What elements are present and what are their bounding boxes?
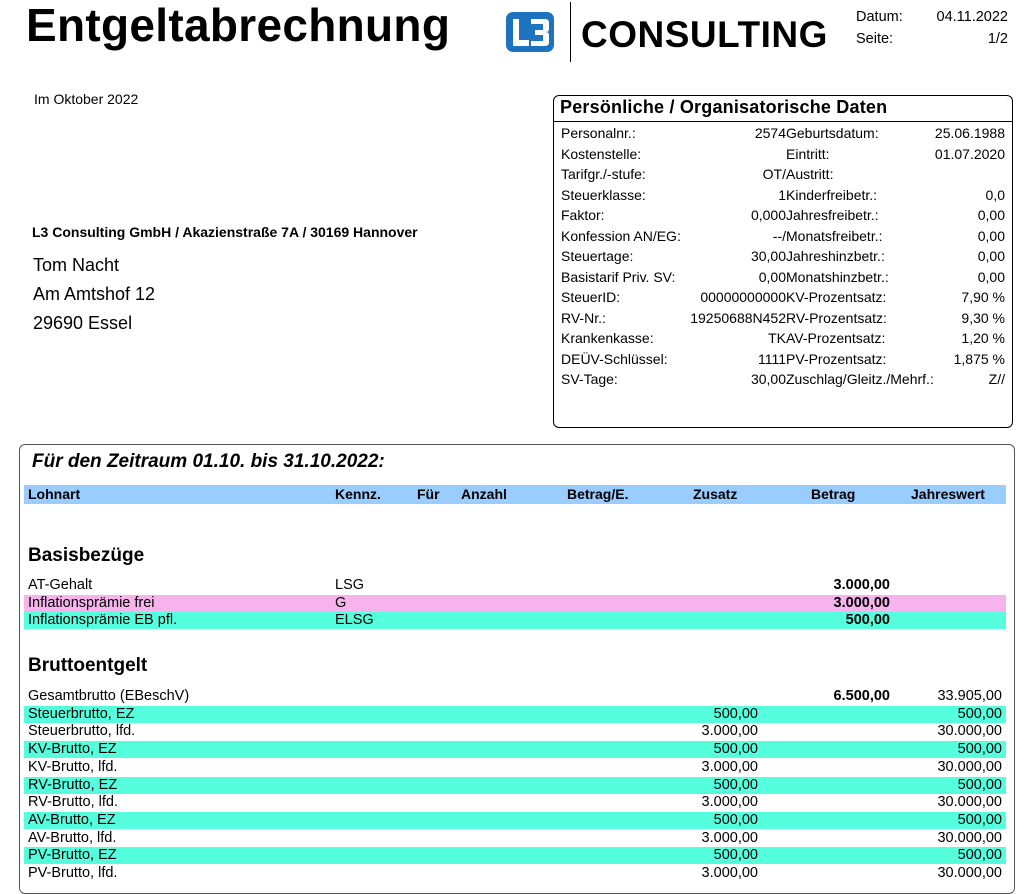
lohnart-cell: RV-Brutto, lfd. <box>28 794 118 811</box>
page-value: 1/2 <box>987 31 1008 47</box>
zusatz-cell: 500,00 <box>713 847 758 864</box>
payroll-table <box>19 444 1015 894</box>
field-label: SV-Tage: <box>561 371 618 387</box>
jahreswert-cell: 500,00 <box>957 776 1002 793</box>
jahreswert-cell: 30.000,00 <box>937 723 1002 740</box>
zusatz-cell: 3.000,00 <box>701 758 758 775</box>
field-value: TK <box>768 330 786 346</box>
table-row <box>24 723 1006 740</box>
col-header-betrag: Betrag <box>811 486 856 502</box>
table-row <box>24 706 1006 723</box>
recipient-city: 29690 Essel <box>33 313 133 333</box>
col-header-lohnart: Lohnart <box>28 486 81 502</box>
field-label: PV-Prozentsatz: <box>786 350 887 367</box>
jahreswert-cell: 500,00 <box>957 847 1002 864</box>
field-label: Krankenkasse: <box>561 330 654 346</box>
recipient-name: Tom Nacht <box>33 255 120 275</box>
logo-divider <box>570 2 571 62</box>
zusatz-cell: 500,00 <box>713 811 758 828</box>
field-value: 1,20 % <box>961 330 1005 346</box>
zusatz-cell: 3.000,00 <box>701 865 758 881</box>
lohnart-cell: PV-Brutto, lfd. <box>28 865 118 881</box>
personal-data-title: Persönliche / Organisatorische Daten <box>560 97 888 117</box>
betrag-cell: 3.000,00 <box>833 577 890 593</box>
field-value: 00000000000 <box>700 289 786 305</box>
zusatz-cell: 500,00 <box>713 705 758 722</box>
table-row <box>24 688 1006 705</box>
jahreswert-cell: 30.000,00 <box>937 865 1002 881</box>
col-header-fuer: Für <box>417 486 440 502</box>
field-value: 2574 <box>754 125 786 141</box>
page-label: Seite: <box>856 31 894 47</box>
field-value: 1111 <box>757 350 786 367</box>
col-header-betrag-e: Betrag/E. <box>567 486 629 502</box>
table-row <box>24 759 1006 776</box>
field-label: KV-Prozentsatz: <box>786 289 887 305</box>
sender-address: L3 Consulting GmbH / Akazienstraße 7A / 30169 Hannover <box>32 224 418 240</box>
lohnart-cell: Inflationsprämie frei <box>28 594 155 611</box>
jahreswert-cell: 500,00 <box>957 705 1002 722</box>
field-value: 19250688N452 <box>690 309 786 326</box>
field-value: 0,00 <box>977 207 1005 223</box>
field-value: 7,90 % <box>961 289 1005 305</box>
field-label: Eintritt: <box>786 145 830 162</box>
field-label: Personalnr.: <box>561 125 636 141</box>
table-caption: Für den Zeitraum 01.10. bis 31.10.2022: <box>32 451 385 472</box>
kennz-cell: ELSG <box>335 612 374 629</box>
field-label: Konfession AN/EG: <box>561 227 681 244</box>
betrag-cell: 6.500,00 <box>833 688 890 704</box>
field-value: 0,0 <box>985 186 1005 203</box>
recipient-address <box>33 251 155 338</box>
lohnart-cell: Steuerbrutto, lfd. <box>28 723 136 740</box>
period-line: Im Oktober 2022 <box>34 91 139 107</box>
field-label: Austritt: <box>786 166 834 182</box>
field-label: Geburtsdatum: <box>786 125 879 141</box>
field-value: Z// <box>988 371 1005 387</box>
date-label: Datum: <box>856 9 903 25</box>
field-value: 0,00 <box>977 268 1005 285</box>
kennz-cell: G <box>335 594 347 611</box>
field-value: 25.06.1988 <box>934 125 1005 141</box>
lohnart-cell: KV-Brutto, EZ <box>28 741 117 758</box>
field-label: Zuschlag/Gleitz./Mehrf.: <box>786 371 934 387</box>
field-label: Jahresfreibetr.: <box>786 207 879 223</box>
col-header-jahreswert: Jahreswert <box>911 486 985 502</box>
personal-data-box <box>553 95 1013 428</box>
jahreswert-cell: 30.000,00 <box>937 758 1002 775</box>
personal-data-row <box>554 123 1012 143</box>
lohnart-cell: AT-Gehalt <box>28 577 93 593</box>
field-label: SteuerID: <box>561 289 621 305</box>
field-label: RV-Prozentsatz: <box>786 309 887 326</box>
recipient-street: Am Amtshof 12 <box>33 284 156 304</box>
col-header-kennz: Kennz. <box>335 486 381 502</box>
field-label: Steuerklasse: <box>561 186 646 203</box>
date-value: 04.11.2022 <box>936 9 1008 25</box>
lohnart-cell: AV-Brutto, EZ <box>28 811 116 828</box>
table-row <box>24 847 1006 864</box>
field-value: 0,00 <box>758 268 786 285</box>
jahreswert-cell: 33.905,00 <box>937 688 1002 704</box>
jahreswert-cell: 30.000,00 <box>937 829 1002 846</box>
lohnart-cell: Inflationsprämie EB pfl. <box>28 612 178 629</box>
l3-logo-icon <box>504 10 556 54</box>
field-label: Jahreshinzbetr.: <box>786 248 885 264</box>
zusatz-cell: 3.000,00 <box>701 829 758 846</box>
document-title: Entgeltabrechnung <box>26 0 451 51</box>
personal-data-row <box>554 267 1012 287</box>
personal-data-row <box>554 246 1012 266</box>
field-label: DEÜV-Schlüssel: <box>561 350 668 367</box>
table-row <box>24 577 1006 594</box>
field-label: RV-Nr.: <box>561 309 606 326</box>
field-label: Monatshinzbetr.: <box>786 268 889 285</box>
betrag-cell: 3.000,00 <box>833 594 890 611</box>
zusatz-cell: 500,00 <box>713 776 758 793</box>
logo-wordmark: CONSULTING <box>581 14 828 55</box>
field-label: AV-Prozentsatz: <box>786 330 886 346</box>
lohnart-cell: Steuerbrutto, EZ <box>28 705 135 722</box>
personal-data-row <box>554 308 1012 328</box>
table-row <box>24 794 1006 811</box>
lohnart-cell: KV-Brutto, lfd. <box>28 758 118 775</box>
lohnart-cell: PV-Brutto, EZ <box>28 847 117 864</box>
field-value: 01.07.2020 <box>934 145 1005 162</box>
table-row <box>24 830 1006 847</box>
lohnart-cell: AV-Brutto, lfd. <box>28 829 117 846</box>
personal-data-row <box>554 164 1012 184</box>
personal-data-row <box>554 349 1012 369</box>
table-row <box>24 595 1006 612</box>
field-value: 0,00 <box>977 227 1005 244</box>
personal-data-row <box>554 287 1012 307</box>
field-value: --/ <box>772 227 786 244</box>
field-value: 0,000 <box>750 207 786 223</box>
jahreswert-cell: 500,00 <box>957 741 1002 758</box>
field-value: 1,875 % <box>953 350 1005 367</box>
zusatz-cell: 3.000,00 <box>701 794 758 811</box>
table-row <box>24 812 1006 829</box>
field-label: Basistarif Priv. SV: <box>561 268 676 285</box>
document-meta <box>856 6 1008 50</box>
section-heading: Bruttoentgelt <box>28 655 148 676</box>
personal-data-divider <box>554 121 1012 122</box>
field-value: 9,30 % <box>961 309 1005 326</box>
field-label: Faktor: <box>561 207 605 223</box>
col-header-anzahl: Anzahl <box>461 486 507 502</box>
personal-data-row <box>554 205 1012 225</box>
field-value: 30,00 <box>750 248 786 264</box>
zusatz-cell: 500,00 <box>713 741 758 758</box>
field-value: 1 <box>778 186 786 203</box>
personal-data-row <box>554 328 1012 348</box>
field-label: Kostenstelle: <box>561 145 642 162</box>
table-row <box>24 741 1006 758</box>
table-row <box>24 612 1006 629</box>
field-label: Steuertage: <box>561 248 634 264</box>
kennz-cell: LSG <box>335 577 365 593</box>
lohnart-cell: RV-Brutto, EZ <box>28 776 118 793</box>
jahreswert-cell: 500,00 <box>957 811 1002 828</box>
personal-data-row <box>554 369 1012 389</box>
personal-data-row <box>554 226 1012 246</box>
field-value: 0,00 <box>977 248 1005 264</box>
table-row <box>24 865 1006 882</box>
field-label: Tarifgr./-stufe: <box>561 166 646 182</box>
section-heading: Basisbezüge <box>28 545 145 566</box>
table-header-row <box>24 485 1006 504</box>
personal-data-row <box>554 185 1012 205</box>
field-label: Kinderfreibetr.: <box>786 186 878 203</box>
col-header-zusatz: Zusatz <box>693 486 738 502</box>
field-value: OT/ <box>762 166 786 182</box>
lohnart-cell: Gesamtbrutto (EBeschV) <box>28 688 190 704</box>
field-value: 30,00 <box>750 371 786 387</box>
betrag-cell: 500,00 <box>845 612 890 629</box>
field-label: Monatsfreibetr.: <box>786 227 883 244</box>
zusatz-cell: 3.000,00 <box>701 723 758 740</box>
company-logo <box>504 8 828 66</box>
personal-data-row <box>554 144 1012 164</box>
jahreswert-cell: 30.000,00 <box>937 794 1002 811</box>
table-row <box>24 777 1006 794</box>
